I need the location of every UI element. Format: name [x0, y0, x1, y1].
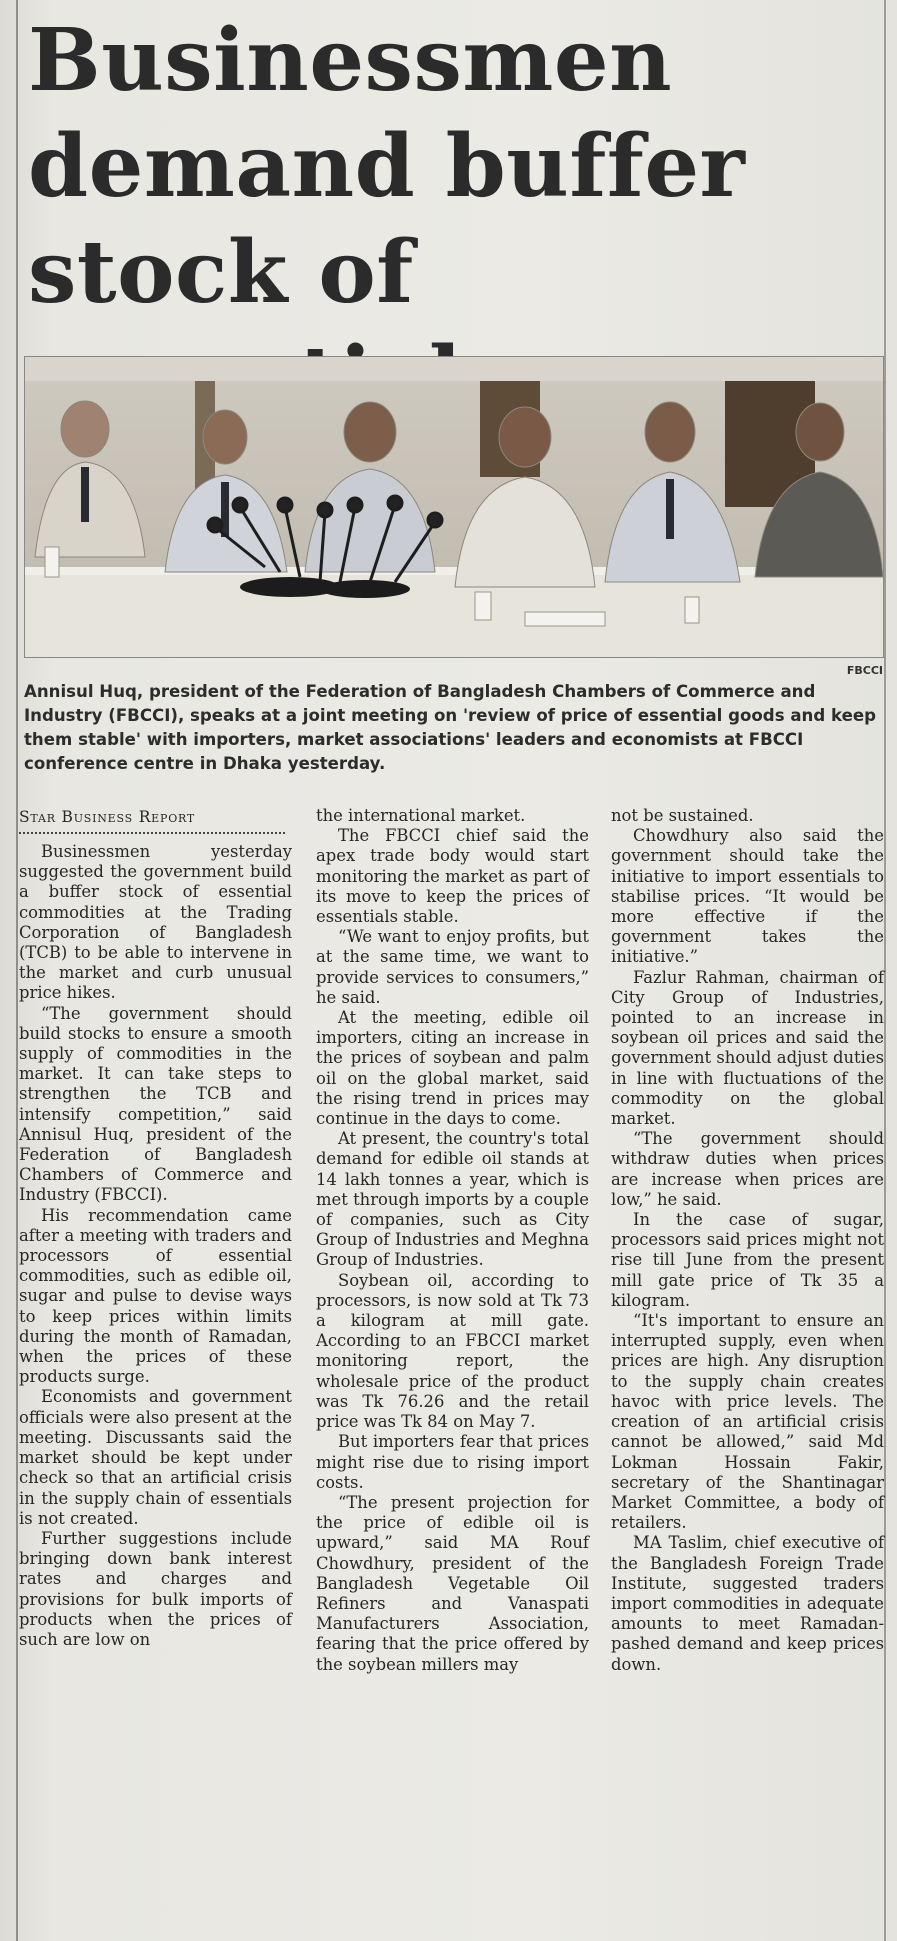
photo-illustration — [25, 357, 883, 657]
paragraph: In the case of sugar, processors said prices might not rise till June from the present mill gate price of Tk 35 a kilogram. — [611, 1210, 884, 1310]
paragraph: Chowdhury also said the government should take the initiative to import essentials to stabilise prices. “It would be more effective if the government takes the initiative.” — [611, 826, 884, 967]
paragraph: Soybean oil, according to processors, is now sold at Tk 73 a kilogram at mill gate. According to an FBCCI market monitoring report, the wholesale price of the product was Tk 76.26 and the retail price was Tk 84 on May 7. — [316, 1270, 589, 1432]
photo-caption: Annisul Huq, president of the Federation of Bangladesh Chambers of Commerce and Industry (FBCCI), speaks at a joint meeting on 'review of price of essential goods and keep them stable' with importers, market associations' leaders and economists at FBCCI conference centre in Dhaka yesterday. — [24, 682, 876, 773]
paragraph: Businessmen yesterday suggested the government build a buffer stock of essential commodities at the Trading Corporation of Bangladesh (TCB) to be able to intervene in the market and curb unusual price hikes. — [19, 842, 292, 1003]
paragraph: His recommendation came after a meeting with traders and processors of essential commodities, such as edible oil, sugar and pulse to devise ways to keep prices within limits during the month of Ramadan, when the prices of these products surge. — [19, 1205, 292, 1387]
paragraph: The FBCCI chief said the apex trade body would start monitoring the market as part of its move to keep the prices of essentials stable. — [316, 826, 589, 927]
paragraph: At present, the country's total demand for edible oil stands at 14 lakh tonnes a year, which is met through imports by a couple of companies, such as City Group of Industries and Meghna Group of Industries. — [316, 1129, 589, 1270]
paragraph: “We want to enjoy profits, but at the same time, we want to provide services to consumers,” he said. — [316, 927, 589, 1007]
photo-credit: FBCCI — [846, 664, 883, 677]
article-column-2 — [316, 806, 589, 1675]
paragraph-continued: not be sustained. — [611, 806, 754, 825]
paragraph-continued: the international market. — [316, 806, 526, 825]
paragraph: “The government should build stocks to ensure a smooth supply of commodities in the market. It can take steps to strengthen the TCB and intensify competition,” said Annisul Huq, president of the Federation of Bangladesh Chambers of Commerce and Industry (FBCCI). — [19, 1003, 292, 1205]
press-conference-photo — [24, 356, 884, 658]
paragraph: MA Taslim, chief executive of the Bangladesh Foreign Trade Institute, suggested traders import commodities in adequate amounts to meet Ramadan-pashed demand and keep prices down. — [611, 1533, 884, 1674]
column-rule-left — [16, 0, 18, 1941]
paragraph: But importers fear that prices might rise due to rising import costs. — [316, 1432, 589, 1492]
paragraph: “The government should withdraw duties when prices are increase when prices are low,” he said. — [611, 1129, 884, 1209]
paragraph: At the meeting, edible oil importers, citing an increase in the prices of soybean and palm oil on the global market, said the rising trend in prices may continue in the days to come. — [316, 1008, 589, 1129]
byline: Star Business Report — [19, 808, 196, 826]
paragraph: “It's important to ensure an interrupted supply, even when prices are high. Any disruption to the supply chain creates havoc with price levels. The creation of an artificial crisis cannot be allowed,” said Md Lokman Hossain Fakir, secretary of the Shantinagar Market Committee, a body of retailers. — [611, 1311, 884, 1533]
headline: Businessmen demand buffer stock of — [28, 10, 746, 323]
paragraph: “The present projection for the price of edible oil is upward,” said MA Rouf Chowdhury, president of the Bangladesh Vegetable Oil Refiners and Vanaspati Manufacturers Association, fearing that the price offered by the soybean millers may — [316, 1492, 589, 1674]
article-column-1 — [19, 806, 292, 1650]
paragraph: Economists and government officials were also present at the meeting. Discussants said the market should be kept under check so that an artificial crisis in the supply chain of essentials is not created. — [19, 1387, 292, 1528]
paragraph: Fazlur Rahman, chairman of City Group of Industries, pointed to an increase in soybean oil prices and said the government should adjust duties in line with fluctuations of the commodity on the global market. — [611, 967, 884, 1129]
paragraph: Further suggestions include bringing down bank interest rates and charges and provisions for bulk imports of products when the prices of such are low on — [19, 1528, 292, 1649]
article-column-3 — [611, 806, 884, 1675]
byline-divider — [19, 830, 285, 834]
